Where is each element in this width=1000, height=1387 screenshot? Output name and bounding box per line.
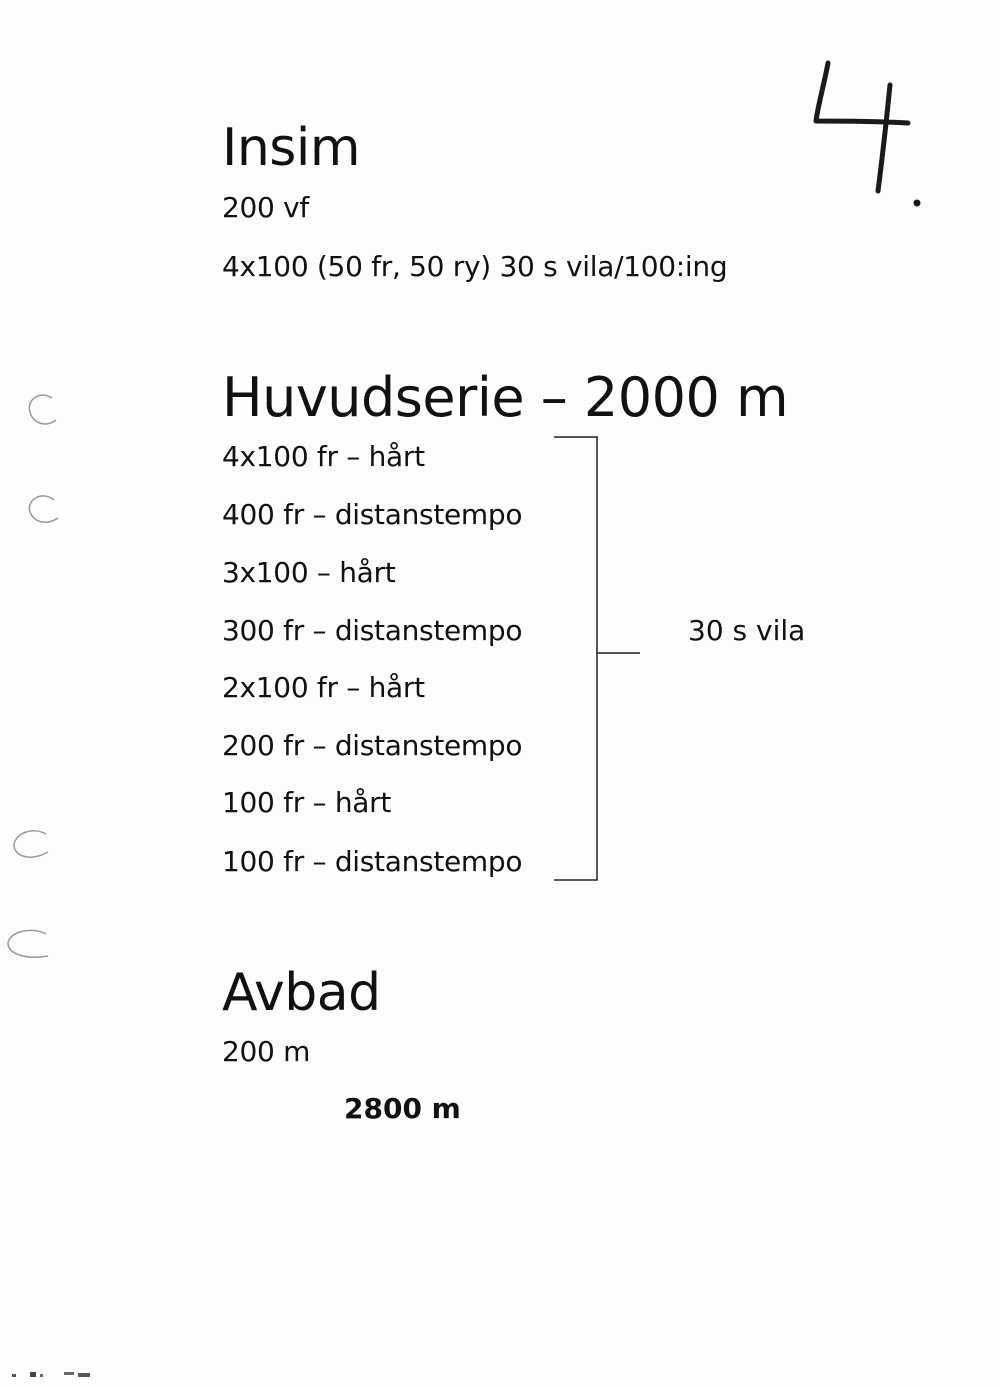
handwritten-page-number xyxy=(800,55,940,215)
main-set-line: 200 fr – distanstempo xyxy=(222,729,523,762)
main-set-heading: Huvudserie – 2000 m xyxy=(222,366,789,429)
warmup-heading: Insim xyxy=(222,118,360,178)
scan-artifacts xyxy=(0,1360,120,1387)
warmup-line: 4x100 (50 fr, 50 ry) 30 s vila/100:ing xyxy=(222,250,728,283)
main-set-line: 100 fr – hårt xyxy=(222,786,392,819)
main-set-line: 300 fr – distanstempo xyxy=(222,614,523,647)
main-set-line: 100 fr – distanstempo xyxy=(222,845,523,878)
total-distance: 2800 m xyxy=(344,1092,461,1125)
binder-holes xyxy=(0,0,80,1387)
warmup-line: 200 vf xyxy=(222,191,309,224)
main-set-line: 2x100 fr – hårt xyxy=(222,671,425,704)
rest-note: 30 s vila xyxy=(688,614,806,647)
main-set-line: 400 fr – distanstempo xyxy=(222,498,523,531)
cooldown-heading: Avbad xyxy=(222,963,381,1023)
main-set-line: 4x100 fr – hårt xyxy=(222,440,425,473)
cooldown-line: 200 m xyxy=(222,1035,311,1068)
main-set-line: 3x100 – hårt xyxy=(222,556,396,589)
